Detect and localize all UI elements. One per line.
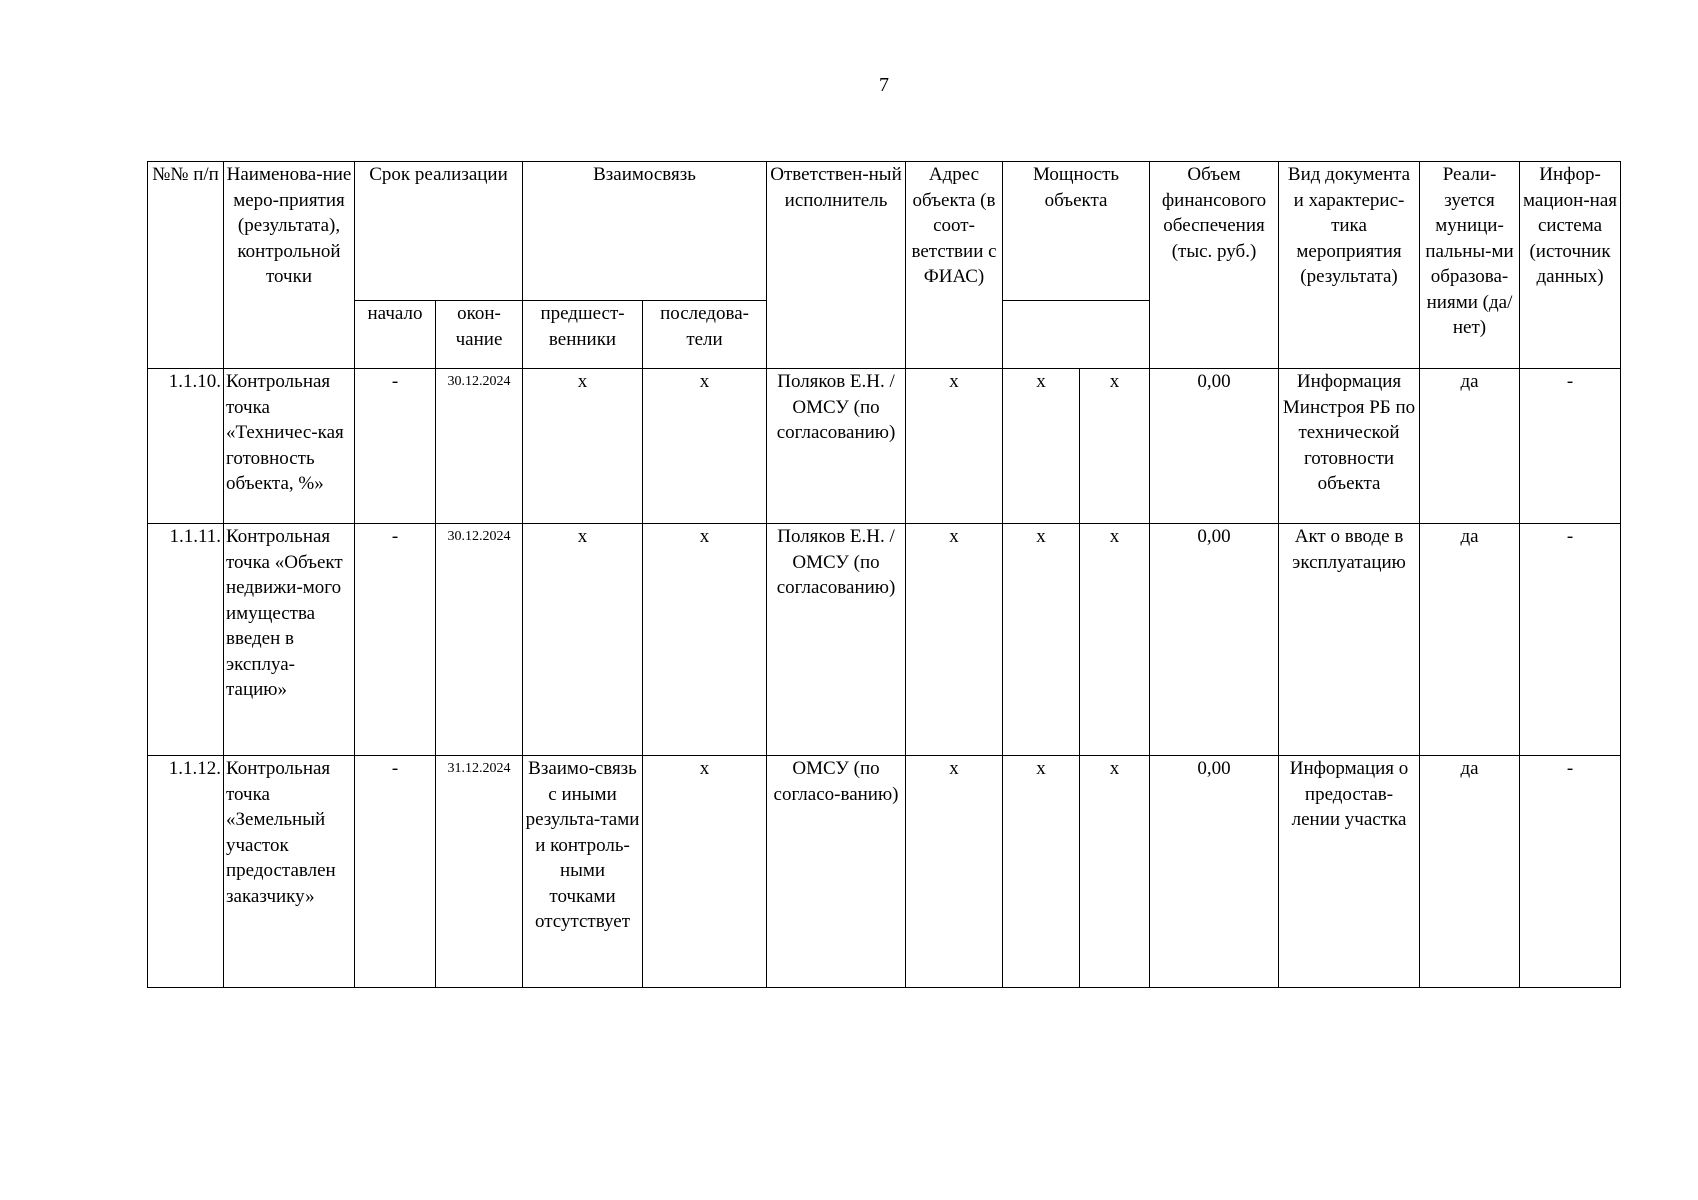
row-name: Контрольная точка «Земельный участок предоставлен заказчику»: [224, 756, 355, 988]
row-value: х: [1080, 756, 1150, 988]
header-capacity: Мощность объекта: [1003, 162, 1150, 301]
row-info-system: -: [1520, 524, 1621, 756]
row-value: х: [1080, 524, 1150, 756]
table-row: [148, 524, 1621, 756]
header-municipal: Реали-зуется муници-пальны-ми образова-ниями (да/нет): [1420, 162, 1520, 369]
row-predecessors: х: [523, 524, 643, 756]
row-unit: х: [1003, 369, 1080, 524]
row-predecessors: х: [523, 369, 643, 524]
header-document: Вид документа и характерис-тика мероприятия (результата): [1279, 162, 1420, 369]
header-predecessors: предшест-венники: [523, 301, 643, 369]
row-name: Контрольная точка «Техничес-кая готовность объекта, %»: [224, 369, 355, 524]
row-start: -: [355, 756, 436, 988]
row-responsible: Поляков Е.Н. / ОМСУ (по согласованию): [767, 369, 906, 524]
table-row: [148, 369, 1621, 524]
header-successors: последова-тели: [643, 301, 767, 369]
row-value: х: [1080, 369, 1150, 524]
row-end: 30.12.2024: [436, 524, 523, 756]
header-name: Наименова-ние меро-приятия (результата), контрольной точки: [224, 162, 355, 369]
row-document: Информация Минстроя РБ по технической готовности объекта: [1279, 369, 1420, 524]
plan-table: [147, 161, 1621, 988]
row-unit: х: [1003, 756, 1080, 988]
page-number: 7: [879, 74, 889, 96]
row-financing: 0,00: [1150, 524, 1279, 756]
table-header: [148, 162, 1621, 369]
row-address: х: [906, 369, 1003, 524]
row-financing: 0,00: [1150, 369, 1279, 524]
row-name: Контрольная точка «Объект недвижи-мого имущества введен в эксплуа-тацию»: [224, 524, 355, 756]
row-end: 31.12.2024: [436, 756, 523, 988]
row-successors: х: [643, 756, 767, 988]
row-info-system: -: [1520, 369, 1621, 524]
row-responsible: Поляков Е.Н. / ОМСУ (по согласованию): [767, 524, 906, 756]
header-address: Адрес объекта (в соот-ветствии с ФИАС): [906, 162, 1003, 369]
table-row: [148, 756, 1621, 988]
header-responsible: Ответствен-ный исполнитель: [767, 162, 906, 369]
table-body: [148, 369, 1621, 988]
header-info-system: Инфор-мацион-ная система (источник данных): [1520, 162, 1621, 369]
row-municipal: да: [1420, 369, 1520, 524]
header-start: начало: [355, 301, 436, 369]
row-municipal: да: [1420, 524, 1520, 756]
row-start: -: [355, 369, 436, 524]
row-unit: х: [1003, 524, 1080, 756]
row-address: х: [906, 756, 1003, 988]
row-num: 1.1.11.: [148, 524, 224, 756]
header-link: Взаимосвязь: [523, 162, 767, 301]
header-period: Срок реализации: [355, 162, 523, 301]
row-num: 1.1.12.: [148, 756, 224, 988]
row-num: 1.1.10.: [148, 369, 224, 524]
row-address: х: [906, 524, 1003, 756]
header-financing: Объем финансового обеспечения (тыс. руб.): [1150, 162, 1279, 369]
row-predecessors: Взаимо-связь с иными результа-тами и контроль-ными точками отсутствует: [523, 756, 643, 988]
row-document: Акт о вводе в эксплуатацию: [1279, 524, 1420, 756]
row-end: 30.12.2024: [436, 369, 523, 524]
header-end: окон-чание: [436, 301, 523, 369]
header-num: №№ п/п: [148, 162, 224, 369]
row-municipal: да: [1420, 756, 1520, 988]
row-info-system: -: [1520, 756, 1621, 988]
row-document: Информация о предостав-лении участка: [1279, 756, 1420, 988]
row-successors: х: [643, 369, 767, 524]
row-responsible: ОМСУ (по согласо-ванию): [767, 756, 906, 988]
row-successors: х: [643, 524, 767, 756]
row-start: -: [355, 524, 436, 756]
row-financing: 0,00: [1150, 756, 1279, 988]
